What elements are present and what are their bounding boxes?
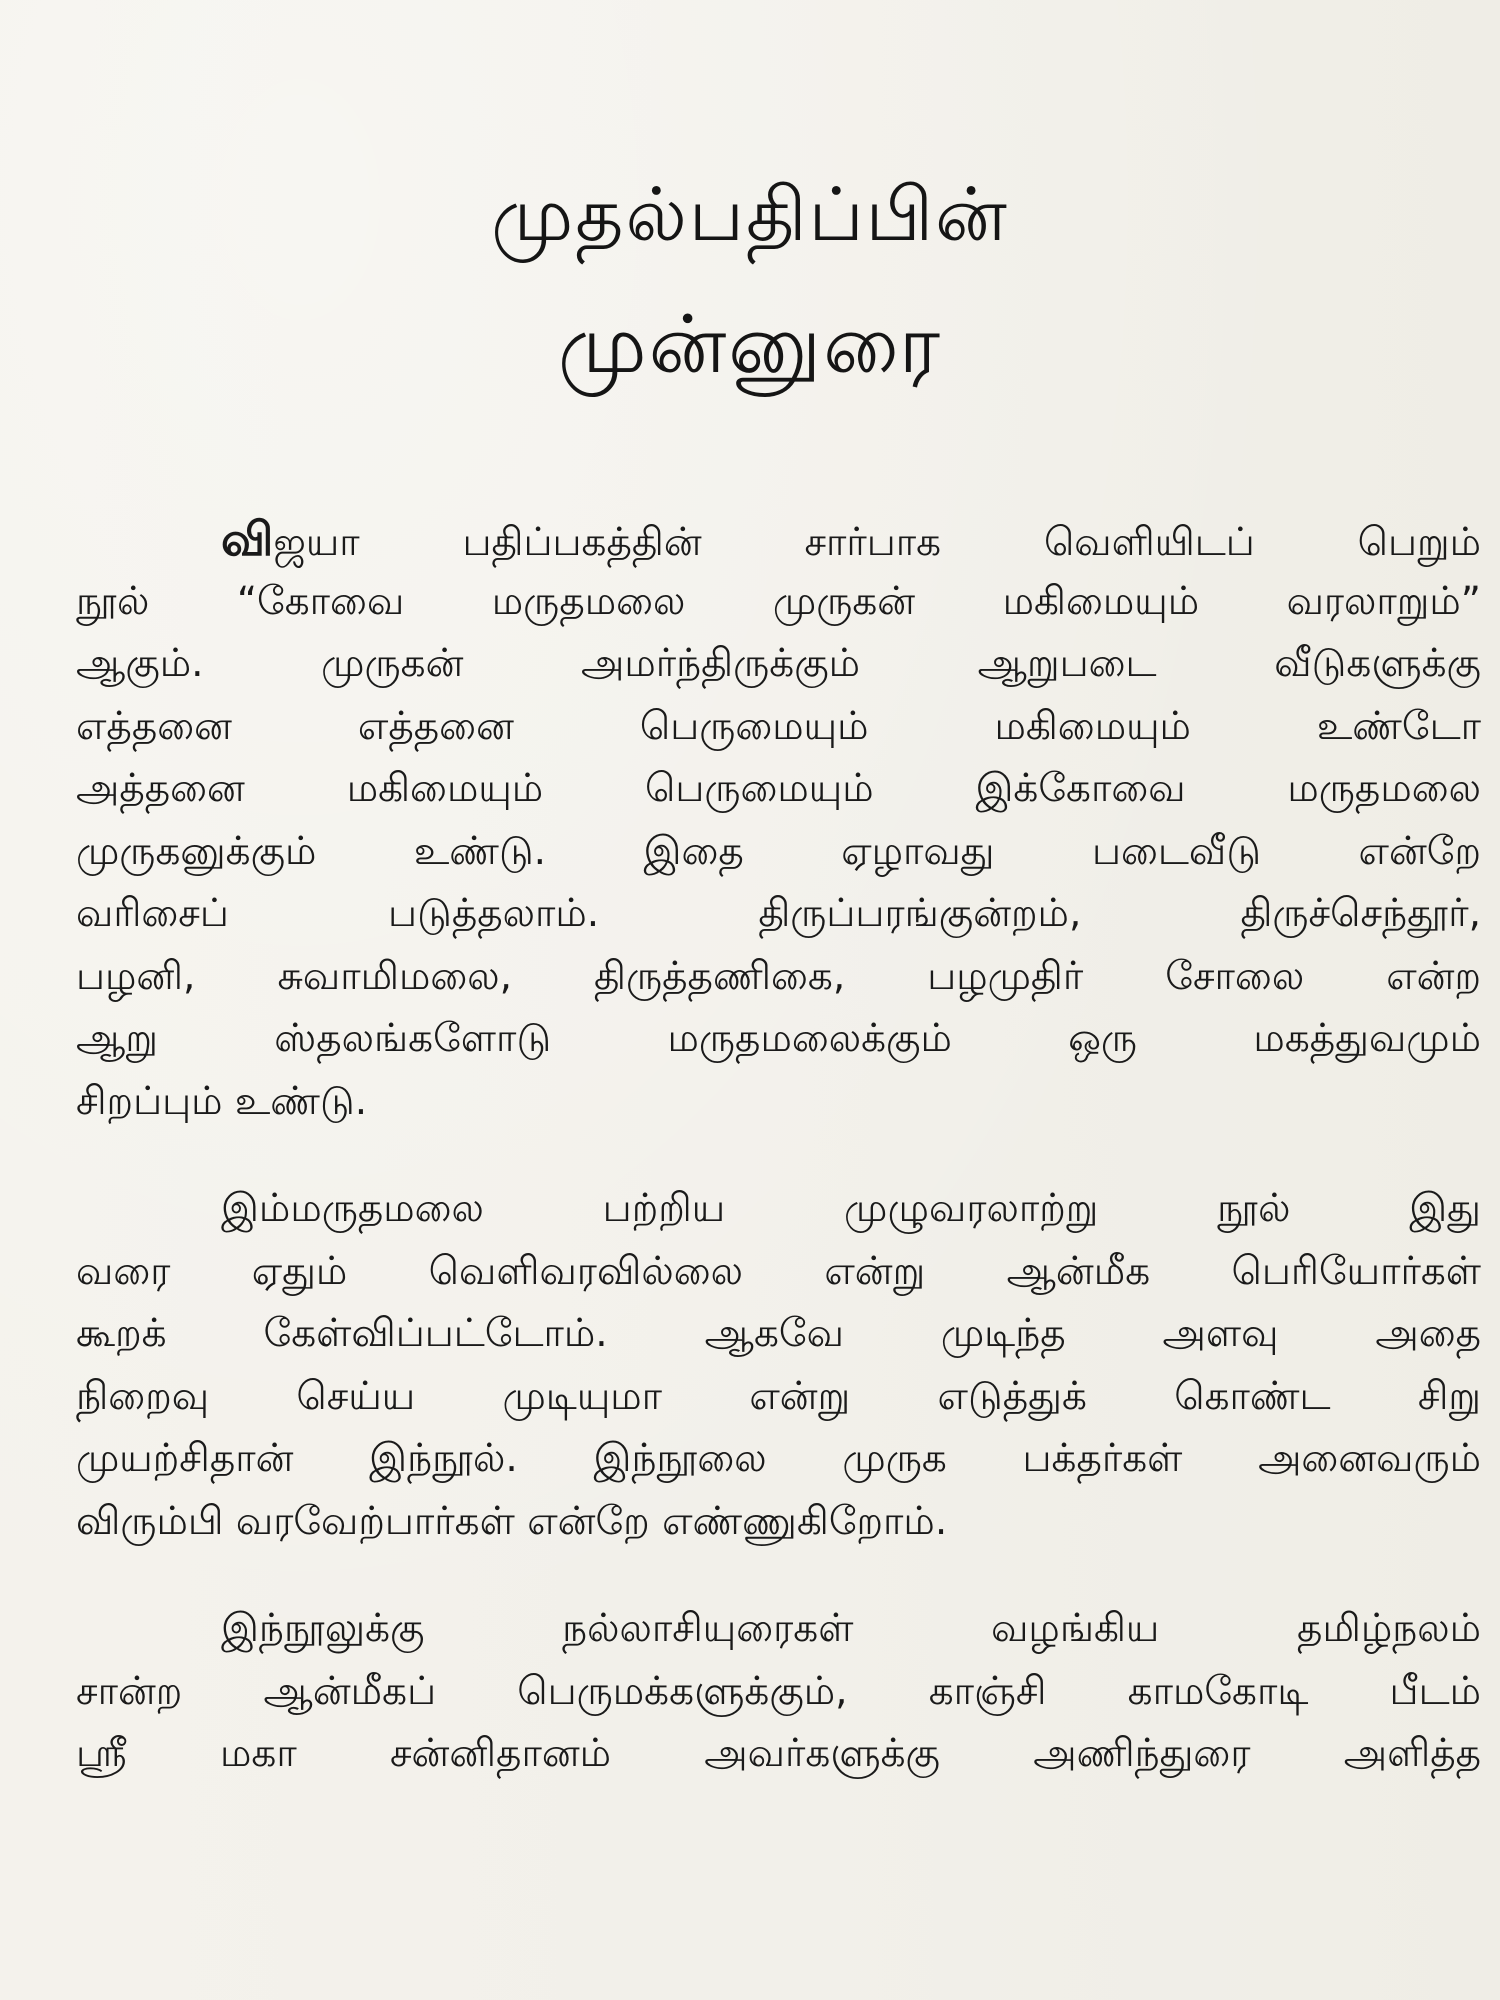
paragraph-line: நிறைவு செய்ய முடியுமா என்று எடுத்துக் கொண்ட சிறு — [76, 1373, 1481, 1419]
paragraph-line: ஆறு ஸ்தலங்களோடு மருதமலைக்கும் ஒரு மகத்துவமும் — [76, 1016, 1481, 1061]
paragraph-line: வரை ஏதும் வெளிவரவில்லை என்று ஆன்மீக பெரியோர்கள் — [76, 1248, 1481, 1294]
paragraph-line: ஆகும். முருகன் அமர்ந்திருக்கும் ஆறுபடை வீடுகளுக்கு — [76, 641, 1481, 686]
paragraph-line: பழனி, சுவாமிமலை, திருத்தணிகை, பழமுதிர் சோலை என்ற — [76, 953, 1481, 999]
paragraph-line: ஸ்ரீ மகா சன்னிதானம் அவர்களுக்கு அணிந்துரை அளித்த — [76, 1731, 1481, 1776]
paragraph-line: முயற்சிதான் இந்நூல். இந்நூலை முருக பக்தர்கள் அனைவரும் — [76, 1436, 1481, 1481]
page-title-line-2: முன்னுரை — [557, 298, 943, 391]
paragraph-1 — [76, 508, 1481, 1133]
paragraph-line: முருகனுக்கும் உண்டு. இதை ஏழாவது படைவீடு என்றே — [76, 828, 1481, 874]
document-body — [76, 508, 1481, 1786]
paragraph-line: கூறக் கேள்விப்பட்டோம். ஆகவே முடிந்த அளவு அதை — [76, 1311, 1481, 1356]
paragraph-spacer — [76, 1553, 1481, 1598]
paragraph-line: இம்மருதமலை பற்றிய முழுவரலாற்று நூல் இது — [221, 1186, 1481, 1231]
paragraph-line: சான்ற ஆன்மீகப் பெருமக்களுக்கும், காஞ்சி காமகோடி பீடம் — [76, 1668, 1481, 1714]
paragraph-line-text: ஜயா பதிப்பகத்தின் சார்பாக வெளியிடப் பெறும் — [273, 520, 1481, 565]
paragraph-spacer — [76, 1133, 1481, 1178]
paragraph-2 — [76, 1178, 1481, 1553]
page-title-line-1: முதல்பதிப்பின் — [491, 172, 1009, 258]
paragraph-line: எத்தனை எத்தனை பெருமையும் மகிமையும் உண்டோ — [76, 703, 1481, 749]
paragraph-line: அத்தனை மகிமையும் பெருமையும் இக்கோவை மருதமலை — [76, 766, 1481, 811]
paragraph-3 — [76, 1598, 1481, 1786]
paragraph-line: இந்நூலுக்கு நல்லாசியுரைகள் வழங்கிய தமிழ்நலம் — [221, 1606, 1481, 1651]
paragraph-line: நூல் “கோவை மருதமலை முருகன் மகிமையும் வரலாறும்” — [76, 578, 1481, 624]
paragraph-line: விரும்பி வரவேற்பார்கள் என்றே எண்ணுகிறோம். — [76, 1498, 948, 1544]
paragraph-line — [76, 508, 1481, 571]
paragraph-line: வரிசைப் படுத்தலாம். திருப்பரங்குன்றம், திருச்செந்தூர், — [76, 891, 1481, 936]
paragraph-line: சிறப்பும் உண்டு. — [76, 1078, 368, 1124]
paragraph-lead-letters: வி — [221, 512, 274, 566]
